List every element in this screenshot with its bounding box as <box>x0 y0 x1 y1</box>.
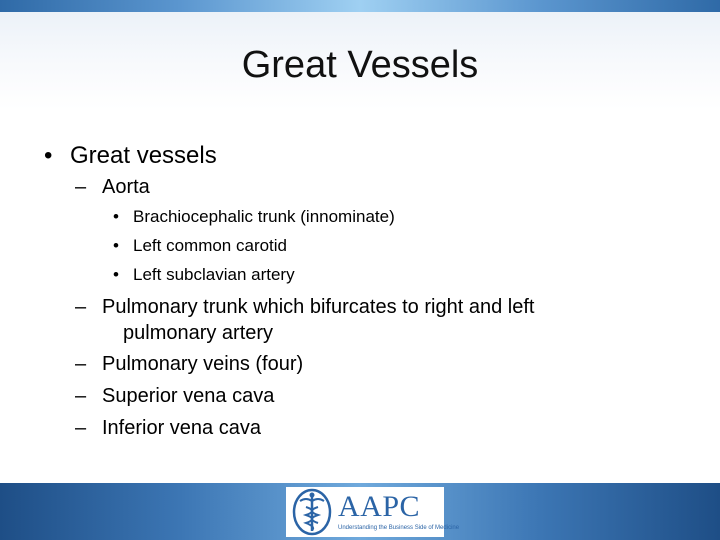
bullet-inferior-vena-cava: Inferior vena cava <box>102 417 261 439</box>
bullet-pulmonary-trunk-cont: pulmonary artery <box>123 322 274 344</box>
bullet-dot: • <box>113 265 119 284</box>
bullet-aorta: Aorta <box>102 176 150 198</box>
bullet-dash: – <box>75 417 87 439</box>
bullet-great-vessels: Great vessels <box>70 142 217 169</box>
slide-title: Great Vessels <box>241 44 479 86</box>
bullet-dash: – <box>75 353 87 375</box>
bullet-pulmonary-veins: Pulmonary veins (four) <box>102 353 304 375</box>
logo-tagline: Understanding the Business Side of Medicine <box>338 525 460 531</box>
bullet-left-common-carotid: Left common carotid <box>133 236 288 255</box>
bullet-dash: – <box>75 176 87 198</box>
bullet-dot: • <box>113 207 119 226</box>
bullet-dash: – <box>75 385 87 407</box>
caduceus-icon <box>288 487 336 537</box>
aapc-logo <box>286 487 460 537</box>
bullet-brachiocephalic: Brachiocephalic trunk (innominate) <box>133 207 395 226</box>
bullet-pulmonary-trunk: Pulmonary trunk which bifurcates to right and left <box>102 296 535 318</box>
bullet-left-subclavian: Left subclavian artery <box>133 265 295 284</box>
bullet-superior-vena-cava: Superior vena cava <box>102 385 275 407</box>
bullet-dot: • <box>44 142 53 169</box>
bullet-dash: – <box>75 296 87 318</box>
bullet-dot: • <box>113 236 119 255</box>
logo-text: AAPC <box>338 490 421 523</box>
